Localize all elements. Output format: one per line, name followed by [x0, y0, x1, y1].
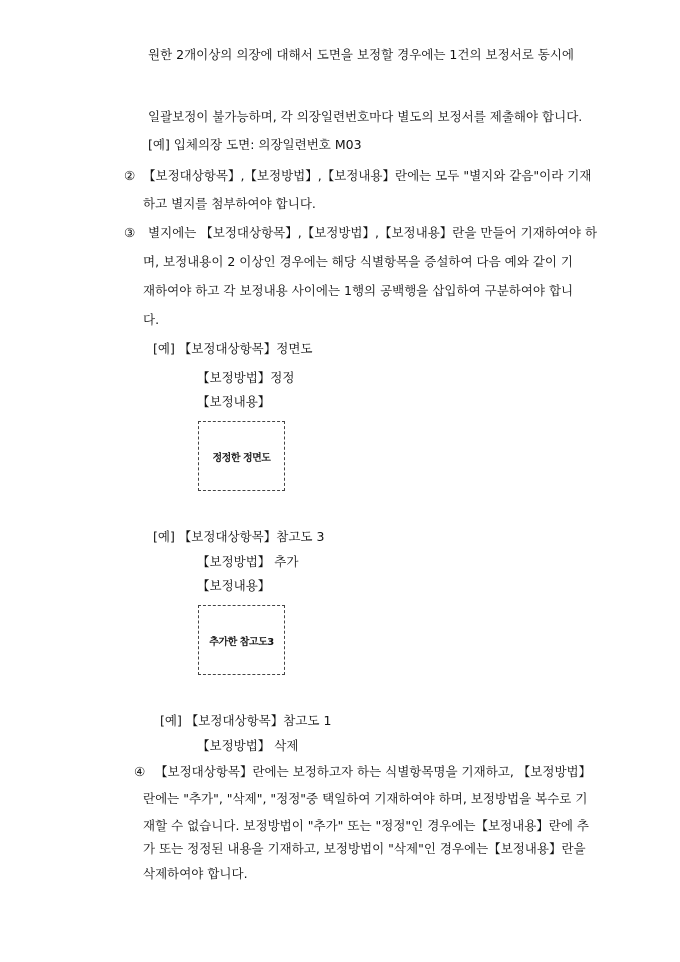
item2-line1: 【보정대상항목】,【보정방법】,【보정내용】란에는 모두 "별지와 같음"이라 기재: [143, 168, 592, 183]
example2-box-text: 추가한 참고도3: [209, 636, 274, 648]
example1-header: [예] 【보정대상항목】정면도: [153, 341, 313, 356]
para1-example: [예] 입체의장 도면: 의장일련번호 M03: [148, 137, 362, 152]
item4-line4: 가 또는 정정된 내용을 기재하고, 보정방법이 "삭제"인 경우에는【보정내용】란을: [143, 841, 586, 856]
item2-number: ②: [124, 168, 136, 183]
item2-line2: 하고 별지를 첨부하여야 합니다.: [143, 196, 316, 211]
example3-header: [예] 【보정대상항목】참고도 1: [160, 713, 332, 728]
example2-content: 【보정내용】: [197, 578, 271, 593]
example3-method: 【보정방법】 삭제: [197, 738, 299, 753]
item4-line2: 란에는 "추가", "삭제", "정정"중 택일하여 기재하여야 하며, 보정방법을 복수로 기: [143, 791, 588, 806]
item4-number: ④: [134, 764, 146, 779]
example2-image-box: [198, 605, 285, 675]
item3-line2: 며, 보정내용이 2 이상인 경우에는 해당 식별항목을 증설하여 다음 예와 같이 기: [143, 254, 573, 269]
item3-line4: 다.: [143, 312, 160, 327]
example2-method: 【보정방법】 추가: [197, 554, 299, 569]
example1-method: 【보정방법】정정: [197, 370, 295, 385]
item4-line3: 재할 수 없습니다. 보정방법이 "추가" 또는 "정정"인 경우에는【보정내용】란에 추: [143, 818, 590, 833]
item3-line1: 별지에는 【보정대상항목】,【보정방법】,【보정내용】란을 만들어 기재하여야 하: [148, 225, 598, 240]
para1-line1: 원한 2개이상의 의장에 대해서 도면을 보정할 경우에는 1건의 보정서로 동시에: [148, 47, 574, 62]
para1-line2: 일괄보정이 불가능하며, 각 의장일련번호마다 별도의 보정서를 제출해야 합니다.: [148, 109, 583, 124]
example1-image-box: [198, 421, 285, 491]
example2-header: [예] 【보정대상항목】참고도 3: [153, 529, 325, 544]
item3-number: ③: [124, 225, 136, 240]
example1-content: 【보정내용】: [197, 394, 271, 409]
item3-line3: 재하여야 하고 각 보정내용 사이에는 1행의 공백행을 삽입하여 구분하여야 합니: [143, 283, 574, 298]
item4-line1: 【보정대상항목】란에는 보정하고자 하는 식별항목명을 기재하고, 【보정방법】: [155, 764, 592, 779]
item4-line5: 삭제하여야 합니다.: [143, 866, 248, 881]
example1-box-text: 정정한 정면도: [212, 452, 271, 464]
